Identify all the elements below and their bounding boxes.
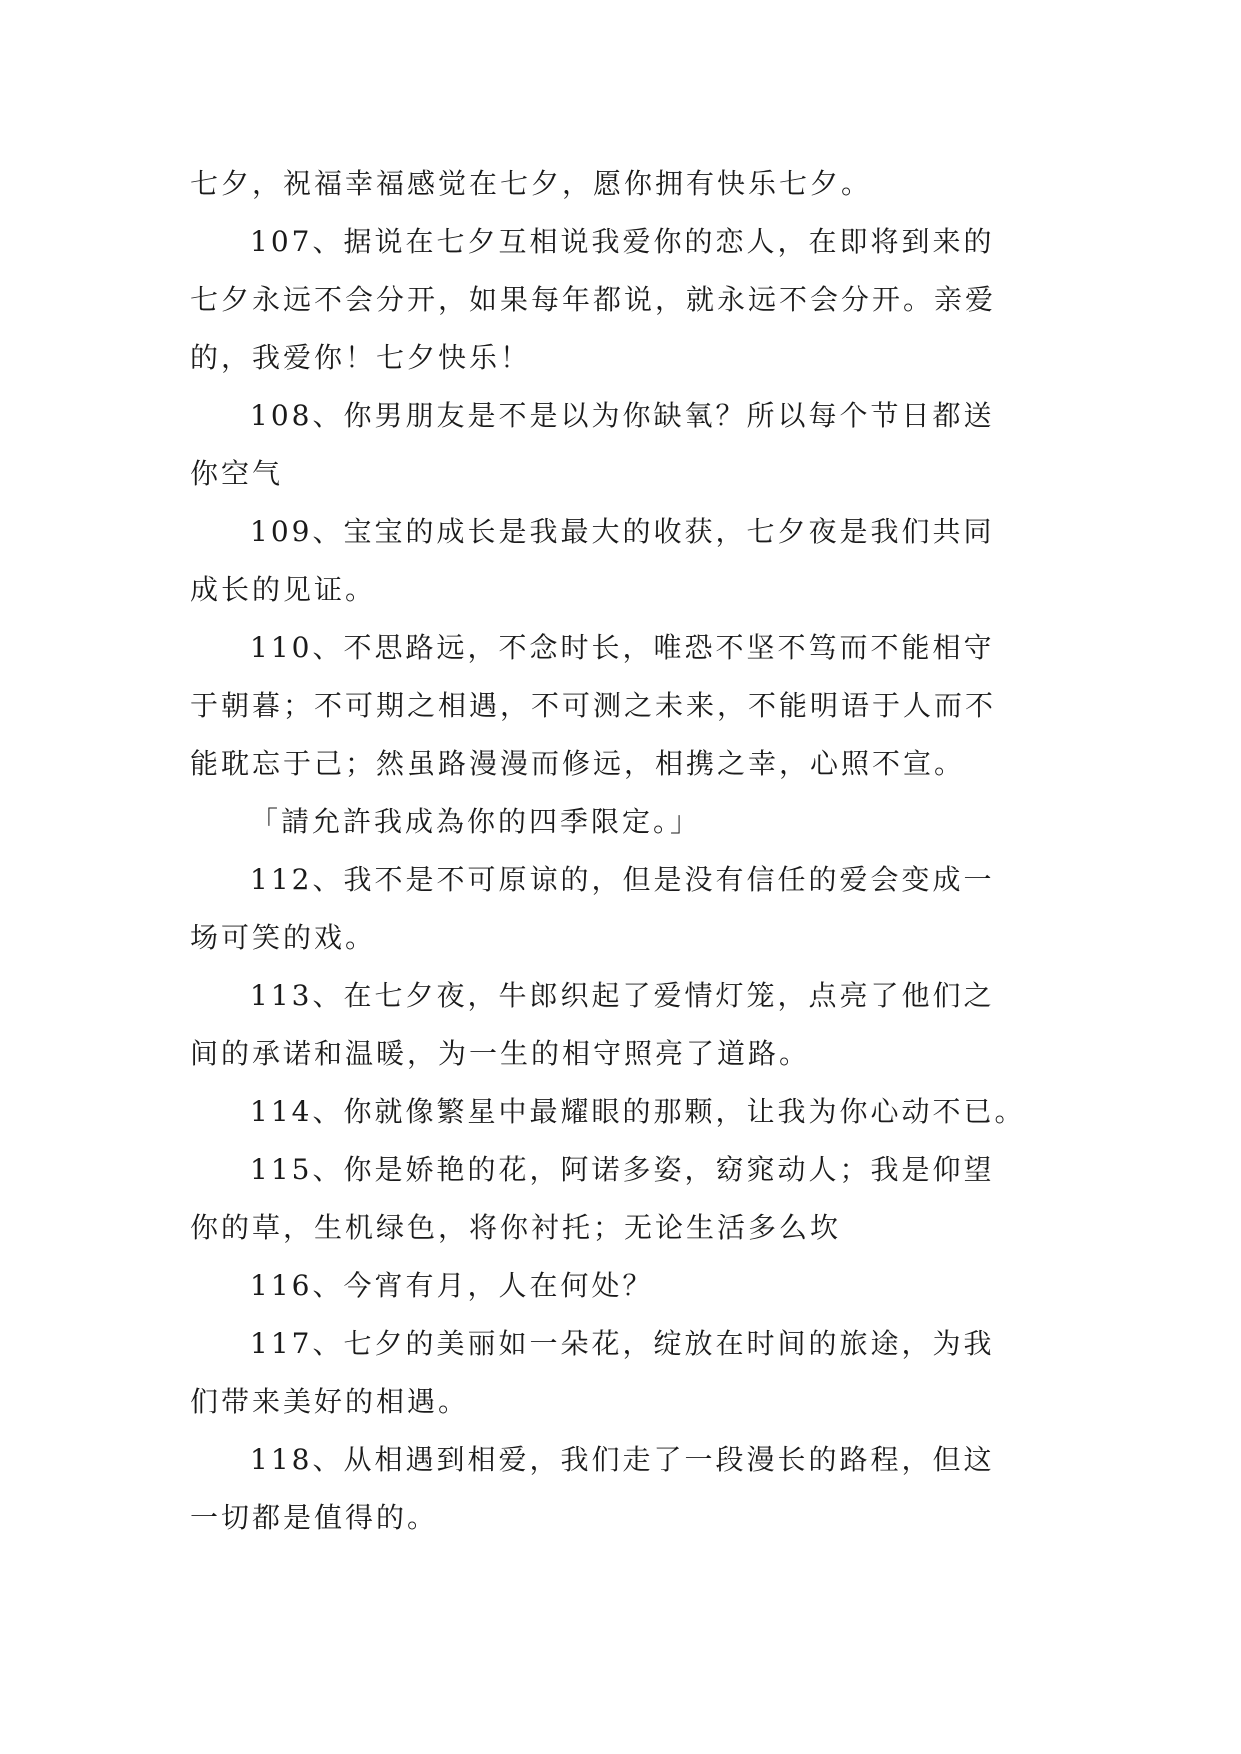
paragraph-116 xyxy=(190,1257,1050,1315)
paragraph-108 xyxy=(190,387,1050,503)
paragraph-118 xyxy=(190,1431,1050,1547)
text-line: 能耽忘于己；然虽路漫漫而修远，相携之幸，心照不宣。 xyxy=(190,747,966,780)
text-line: 场可笑的戏。 xyxy=(190,921,377,954)
text-line: 113、在七夕夜，牛郎织起了爱情灯笼，点亮了他们之 xyxy=(250,979,995,1012)
text-line: 七夕，祝福幸福感觉在七夕，愿你拥有快乐七夕。 xyxy=(190,167,873,200)
text-line: 们带来美好的相遇。 xyxy=(190,1385,470,1418)
document-body xyxy=(190,155,1050,1547)
text-line: 你的草，生机绿色，将你衬托；无论生活多么坎 xyxy=(190,1211,842,1244)
text-line: 「請允許我成為你的四季限定。」 xyxy=(250,805,702,838)
paragraph-117 xyxy=(190,1315,1050,1431)
paragraph-109 xyxy=(190,503,1050,619)
text-line: 成长的见证。 xyxy=(190,573,377,606)
text-line: 七夕永远不会分开，如果每年都说，就永远不会分开。亲爱 xyxy=(190,283,997,316)
text-line: 112、我不是不可原谅的，但是没有信任的爱会变成一 xyxy=(250,863,995,896)
paragraph-114 xyxy=(190,1083,1050,1141)
paragraph-112 xyxy=(190,851,1050,967)
text-line: 107、据说在七夕互相说我爱你的恋人，在即将到来的 xyxy=(250,225,995,258)
paragraph-113 xyxy=(190,967,1050,1083)
text-line: 114、你就像繁星中最耀眼的那颗，让我为你心动不已。 xyxy=(250,1095,1026,1128)
text-line: 一切都是值得的。 xyxy=(190,1501,439,1534)
paragraph-quote xyxy=(190,793,1050,851)
text-line: 118、从相遇到相爱，我们走了一段漫长的路程，但这 xyxy=(250,1443,995,1476)
text-line: 于朝暮；不可期之相遇，不可测之未来，不能明语于人而不 xyxy=(190,689,997,722)
paragraph-115 xyxy=(190,1141,1050,1257)
paragraph-107 xyxy=(190,213,1050,387)
text-line: 108、你男朋友是不是以为你缺氧？所以每个节日都送 xyxy=(250,399,995,432)
text-line: 115、你是娇艳的花，阿诺多姿，窈窕动人；我是仰望 xyxy=(250,1153,995,1186)
paragraph xyxy=(190,155,1050,213)
paragraph-110 xyxy=(190,619,1050,793)
text-line: 109、宝宝的成长是我最大的收获，七夕夜是我们共同 xyxy=(250,515,995,548)
text-line: 117、七夕的美丽如一朵花，绽放在时间的旅途，为我 xyxy=(250,1327,995,1360)
text-line: 的，我爱你！七夕快乐！ xyxy=(190,341,532,374)
text-line: 间的承诺和温暖，为一生的相守照亮了道路。 xyxy=(190,1037,811,1070)
text-line: 110、不思路远，不念时长，唯恐不坚不笃而不能相守 xyxy=(250,631,995,664)
text-line: 你空气 xyxy=(190,457,284,490)
text-line: 116、今宵有月，人在何处？ xyxy=(250,1269,654,1302)
